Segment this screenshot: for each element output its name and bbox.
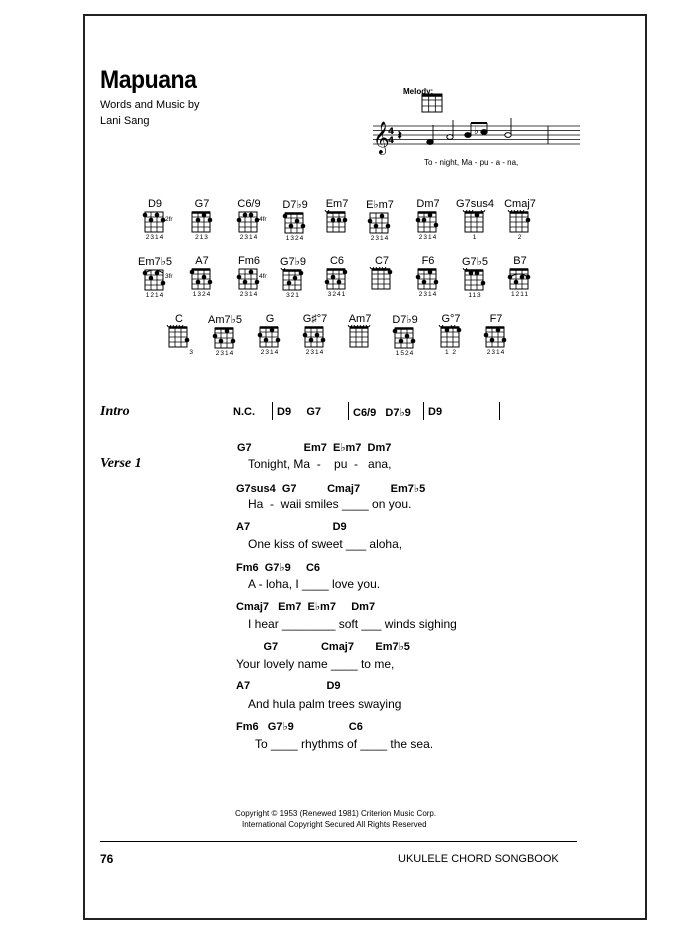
- finger-numbers: 2314: [418, 291, 438, 298]
- fret-label: 3fr: [165, 273, 173, 280]
- finger-numbers: 1214: [145, 292, 165, 299]
- chord-name: D9: [147, 198, 163, 210]
- svg-text:𝄽: 𝄽: [398, 130, 402, 142]
- chord-grid: [405, 267, 451, 291]
- chord-grid: [179, 210, 225, 234]
- svg-text:𝄞: 𝄞: [373, 121, 390, 154]
- finger-numbers: 213: [195, 234, 209, 241]
- chord-grid: [497, 267, 543, 291]
- chord-name: G7♭5: [462, 256, 488, 268]
- chord-diagram-b7: [497, 255, 543, 298]
- fret-label: 2fr: [165, 216, 173, 223]
- barline: [499, 402, 500, 420]
- chord-grid: [357, 211, 403, 235]
- fret-label: 4fr: [259, 273, 267, 280]
- chord-grid: [247, 325, 293, 349]
- chord-name: C7: [374, 255, 390, 267]
- finger-numbers: 1524: [395, 350, 415, 357]
- verse-lyric-line: Tonight, Ma - pu - ana,: [248, 457, 392, 471]
- chord-diagram-c: [156, 313, 202, 356]
- chord-name: C6/9: [237, 198, 261, 210]
- verse-chord-line: A7 D9: [236, 521, 347, 533]
- chord-diagram-g7: [179, 198, 225, 241]
- finger-numbers: 2314: [239, 234, 259, 241]
- chord-grid: [405, 210, 451, 234]
- fret-label: 4fr: [259, 216, 267, 223]
- chord-grid: [473, 325, 519, 349]
- verse-chord-line: G7 Cmaj7 Em7♭5: [236, 641, 410, 653]
- chord-grid: [337, 325, 383, 349]
- chord-name: B7: [513, 255, 527, 267]
- verse-lyric-line: And hula palm trees swaying: [248, 697, 402, 711]
- chord-diagram-g-dim7: [428, 313, 474, 356]
- verse-lyric-line: To ____ rhythms of ____ the sea.: [255, 737, 434, 751]
- chord-name: Em7: [325, 198, 349, 210]
- copyright-line-2: International Copyright Secured All Rights Reserved: [242, 820, 427, 829]
- song-title: Mapuana: [100, 66, 197, 94]
- finger-numbers: 2314: [305, 349, 325, 356]
- chord-grid: [156, 325, 202, 349]
- chord-name: A7: [195, 255, 209, 267]
- svg-text:4: 4: [388, 136, 395, 146]
- chord-grid: [270, 268, 316, 292]
- footer-rule: [100, 841, 577, 842]
- finger-numbers: 2314: [239, 291, 259, 298]
- intro-label: Intro: [100, 404, 130, 419]
- chord-grid: [452, 210, 498, 234]
- chord-grid: [292, 325, 338, 349]
- verse-chord-line: G7sus4 G7 Cmaj7 Em7♭5: [236, 483, 426, 495]
- barline: [423, 402, 424, 420]
- chord-grid: [272, 211, 318, 235]
- finger-numbers: 2314: [486, 349, 506, 356]
- finger-numbers: 1211: [511, 291, 529, 298]
- finger-numbers: 2314: [215, 350, 235, 357]
- chord-diagram-g7sus4: [452, 198, 498, 241]
- chord-name: F6: [421, 255, 435, 267]
- finger-numbers: 2314: [260, 349, 280, 356]
- barline: [272, 402, 273, 420]
- chord-name: G7sus4: [456, 198, 494, 210]
- finger-numbers: 2314: [370, 235, 390, 242]
- copyright-line-1: Copyright © 1953 (Renewed 1981) Criterion Music Corp.: [235, 809, 437, 818]
- melody-staff: [368, 92, 583, 158]
- chord-grid: [132, 268, 178, 292]
- chord-diagram-c69: [226, 198, 272, 241]
- chord-diagram-ebm7: [357, 198, 403, 242]
- chord-diagram-g7b5: [452, 255, 498, 299]
- chord-grid: [314, 210, 360, 234]
- chord-name: E♭m7: [366, 199, 394, 211]
- finger-numbers: 3: [189, 349, 194, 356]
- chord-grid: [382, 326, 428, 350]
- verse-chord-line: A7 D9: [236, 680, 341, 692]
- melody-lyric: To - night, Ma - pu - a - na,: [424, 158, 519, 167]
- chord-diagram-f7: [473, 313, 519, 356]
- chord-diagram-d9: [132, 198, 178, 241]
- chord-diagram-gsharp-dim7: [292, 313, 338, 356]
- credit-line-2: Lani Sang: [100, 115, 150, 127]
- chord-grid: [497, 210, 543, 234]
- chord-name: G: [265, 313, 275, 325]
- chord-diagram-em7: [314, 198, 360, 234]
- chord-name: D7♭9: [392, 314, 418, 326]
- chord-name: Am7♭5: [208, 314, 242, 326]
- verse-chord-line: Fm6 G7♭9 C6: [236, 562, 321, 574]
- chord-name: Am7: [348, 313, 372, 325]
- chord-diagram-d7b9: [272, 198, 318, 242]
- finger-numbers: 2314: [418, 234, 438, 241]
- melody-label: Melody:: [403, 87, 434, 96]
- finger-numbers: 2314: [145, 234, 165, 241]
- finger-numbers: 1324: [192, 291, 212, 298]
- verse-lyric-line: A - loha, I ____ love you.: [248, 577, 381, 591]
- credit-line-1: Words and Music by: [100, 99, 200, 111]
- chord-diagram-fm6: [226, 255, 272, 298]
- chord-diagram-dm7: [405, 198, 451, 241]
- finger-numbers: 113: [468, 292, 482, 299]
- melody-chord-box: [422, 94, 442, 112]
- verse-lyric-line: Ha - waii smiles ____ on you.: [248, 497, 412, 511]
- chord-name: G7: [194, 198, 210, 210]
- chord-name: Fm6: [238, 255, 260, 267]
- book-title: UKULELE CHORD SONGBOOK: [398, 853, 559, 865]
- finger-numbers: 1 2: [444, 349, 458, 356]
- chord-grid: [428, 325, 474, 349]
- chord-name: G♯°7: [302, 313, 328, 325]
- chord-diagram-d7b9-alt: [382, 313, 428, 357]
- chord-diagram-a7: [179, 255, 225, 298]
- finger-numbers: 2: [517, 234, 523, 241]
- chord-diagram-g7b9: [270, 255, 316, 299]
- chord-name: Dm7: [416, 198, 440, 210]
- finger-numbers: 3241: [327, 291, 347, 298]
- chord-name: Em7♭5: [138, 256, 172, 268]
- verse-lyric-line: Your lovely name ____ to me,: [236, 657, 395, 671]
- verse-lyric-line: I hear ________ soft ___ winds sighing: [248, 617, 457, 631]
- verse-chord-line: Fm6 G7♭9 C6: [236, 721, 363, 733]
- chord-name: G7♭9: [280, 256, 306, 268]
- chord-diagram-em7b5: [132, 255, 178, 299]
- chord-diagram-am7b5: [202, 313, 248, 357]
- finger-numbers: 321: [286, 292, 300, 299]
- verse1-label: Verse 1: [100, 456, 142, 471]
- finger-numbers: 1324: [285, 235, 305, 242]
- chord-grid: [359, 267, 405, 291]
- chord-name: D7♭9: [282, 199, 308, 211]
- chord-name: Cmaj7: [504, 198, 536, 210]
- chord-diagram-f6: [405, 255, 451, 298]
- chord-diagram-am7: [337, 313, 383, 349]
- page-number: 76: [100, 852, 114, 866]
- chord-name: C: [175, 313, 183, 325]
- barline: [348, 402, 349, 420]
- chord-grid: [202, 326, 248, 350]
- chord-grid: [314, 267, 360, 291]
- verse-chord-line: Cmaj7 Em7 E♭m7 Dm7: [236, 601, 376, 613]
- intro-measure-3: D9: [428, 406, 443, 418]
- intro-measure-2: C6/9 D7♭9: [353, 407, 411, 419]
- chord-diagram-c6: [314, 255, 360, 298]
- chord-diagram-cmaj7: [497, 198, 543, 241]
- chord-grid: [179, 267, 225, 291]
- intro-measure-1: D9 G7: [277, 406, 322, 418]
- finger-numbers: 1: [472, 234, 478, 241]
- chord-grid: [452, 268, 498, 292]
- chord-name: G°7: [441, 313, 461, 325]
- svg-text:4: 4: [388, 127, 395, 137]
- chord-name: F7: [489, 313, 503, 325]
- verse-lyric-line: One kiss of sweet ___ aloha,: [248, 537, 403, 551]
- intro-nc: N.C.: [233, 406, 255, 418]
- chord-diagram-c7: [359, 255, 405, 291]
- chord-diagram-g: [247, 313, 293, 356]
- svg-text:♭: ♭: [474, 126, 479, 137]
- verse-chord-line: G7 Em7 E♭m7 Dm7: [237, 442, 392, 454]
- chord-name: C6: [329, 255, 345, 267]
